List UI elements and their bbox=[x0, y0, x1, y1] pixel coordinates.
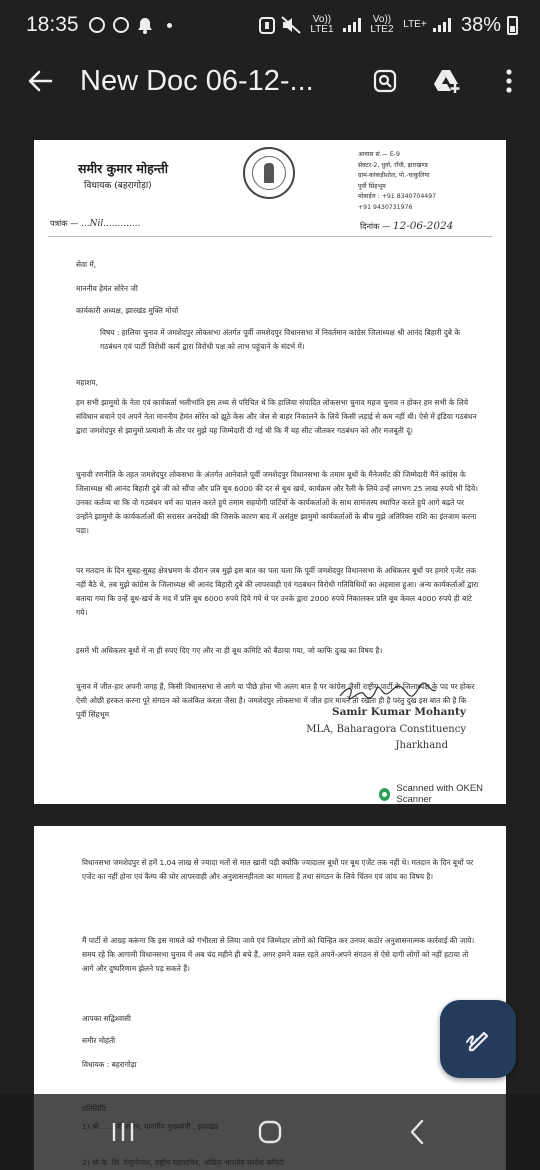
letter-paragraph-4: इसमें भी अधिकतर बूथों में ना ही रुपए दिए गए और ना ही बूथ कमिटि को बैठाया गया, जो काफि दुःख का विषय है। bbox=[76, 646, 383, 655]
recents-button[interactable] bbox=[93, 1102, 153, 1162]
closing-line: आपका सद्विश्वासी bbox=[82, 1014, 131, 1023]
date-label: दिनांक — bbox=[360, 221, 391, 231]
letter-greeting: महाशय, bbox=[76, 378, 98, 387]
notification-bell-icon bbox=[137, 17, 153, 34]
signal-bars-1-icon bbox=[343, 18, 361, 32]
letter-paragraph-1: हम सभी झामुमो के नेता एवं कार्यकर्ता भलीभांति इस तथ्य से परिचित थे कि हालिया संपादित लोकसभा चुनाव महज चुनाव न होकर हम सभी के लिये संविधान बचाने एवं अपने नेता माननीय हेमंत सोरेन को झूठे केस और जेल से बाहर निकालने के लिये किसी लड़ाई से कम नहीं थी। ऐसे में इंडिया गठबंधन द्वारा जमशेदपुर से झामुमो प्रत्याशी के तौर पर मुझे यह जिम्मेदारी दी गई थी कि मैं यह सीट जीतकर गठबंधन को और मजबूती दूं। bbox=[76, 398, 477, 435]
document-title: New Doc 06-12-... bbox=[80, 64, 314, 97]
date-value: 12-06-2024 bbox=[392, 220, 454, 232]
letter-paragraph-5: चुनाव में जीत-हार अपनी जगह हैं, किसी विधानसभा से आगे या पीछे होना भी अलग बात है पर कांग्रेस जैसी राष्ट्रीय पार्टी के जिलाध्यक्ष के पद पर होकर ऐसी ओछी हरकत करना पूरे संगठन को कलंकित करता जैसा है। जमशेदपुर लोकसभा में जीत हार मायने तो रखता ही है परंतु दुख इस बात की है कि पूर्वी सिंहभूम bbox=[76, 682, 475, 719]
battery-percent: 38% bbox=[460, 13, 501, 36]
status-bar bbox=[0, 0, 540, 50]
letterhead-name: समीर कुमार मोहन्ती bbox=[78, 161, 168, 176]
reference-value: ...Nil............. bbox=[80, 219, 141, 229]
chrome-icon bbox=[113, 17, 129, 33]
status-notification-icons bbox=[89, 17, 172, 34]
back-button[interactable] bbox=[0, 50, 80, 112]
edit-fab-button[interactable] bbox=[440, 1000, 516, 1078]
more-dot-icon bbox=[167, 23, 172, 28]
back-icon bbox=[409, 1119, 425, 1145]
address-line: पूर्वी सिंहभूम bbox=[358, 182, 386, 190]
letter-subject: विषय : हालिया चुनाव में जमशेदपुर लोकसभा अंतर्गत पूर्वी जमशेदपुर विधानसभा में निवर्तमान कांग्रेस जिलाध्यक्ष श्री आनंद बिहारी दुबे के गठबंधन एवं पार्टी विरोधी कार्य द्वारा विरोधी पक्ष को लाभ पहुंचाने के संदर्भ में। bbox=[100, 328, 461, 351]
letter-paragraph-2: चुनावी रणनीति के तहत जमशेदपुर लोकसभा के अंतर्गत आनेवाले पूर्वी जमशेदपुर विधानसभा के तमाम बूथों के मैनेजमेंट की जिम्मेदारी मैंने कांग्रेस के जिलाध्यक्ष श्री आनंद बिहारी दुबे जी को सौंपा और प्रति बूथ 6000 की दर से बूथ खर्च, कार्यक्रम और रैली के लिये उन्हें लगभग 25 लाख रुपये भी दिये। उनका कर्तव्य था कि वो गठबंधन धर्म का पालन करते हुये तमाम सहयोगी पार्टियों के कार्यकर्ताओं के साथ सामंजस्य स्थापित करते हुये आगे बढ़ते पर उन्होंने झामुमो के कार्यकर्ताओं की सरासर अनदेखी की जिसके कारण बाद में असंतुष्ट झामुमो कार्यकर्ताओं के बीच मुझे अतिरिक्त राशि का इंतजाम करना पड़ा। bbox=[76, 470, 478, 535]
scanner-watermark-label: Scanned with OKEN Scanner bbox=[396, 783, 484, 804]
scanner-watermark bbox=[379, 783, 506, 804]
handwritten-signature bbox=[338, 682, 448, 704]
closing-name: समीर मोहंती bbox=[82, 1036, 116, 1045]
home-button[interactable] bbox=[240, 1102, 300, 1162]
salutation-to: सेवा में, bbox=[76, 260, 97, 269]
status-time: 18:35 bbox=[26, 13, 79, 36]
address-line: सेक्टर-2, धुर्वा, राँची, झारखण्ड bbox=[358, 161, 428, 169]
lte2-label: Vo)) LTE2 bbox=[370, 14, 394, 35]
signatory-role: MLA, Baharagora Constituency bbox=[306, 724, 466, 735]
lens-search-button[interactable] bbox=[354, 50, 416, 112]
page2-paragraph-1: विधानसभा जमशेदपुर से हमें 1.04 लाख से ज्यादा मतों से मात खानी पड़ी क्योंकि ज्यादातर बूथों पर बूथ एजेंट तक नहीं थे। मतदान के दिन बूथों पर एजेंट का नहीं होना एवं कैम्प की घोर लापरवाही और अनुशासनहीनता का मामला है तथा संगठन के लिये चिंतन एवं जांच का विषय है। bbox=[82, 858, 474, 881]
signatory-name: Samir Kumar Mohanty bbox=[332, 706, 466, 718]
oken-scanner-icon bbox=[379, 788, 390, 801]
document-page-1 bbox=[34, 140, 506, 804]
page2-paragraph-2: मैं पार्टी से आग्रह करूंगा कि इस मामले को गंभीरता से लिया जाये एवं जिम्मेदार लोगों को चिन्हित कर उनपर कठोर अनुशासनात्मक कार्रवाई की जाये। समय रहे कि आगामी विधानसभा चुनाव में अब चंद महीने ही बचे हैं, अगर हमने वक्त रहते अपने-अपने संगठन से ऐसे दागी लोगों को नहीं हटाया तो आगे और दुष्परिणाम झेलने पड़ सकते हैं। bbox=[82, 936, 475, 973]
signatory-state: Jharkhand bbox=[395, 740, 448, 751]
header-divider bbox=[48, 236, 492, 237]
mute-icon bbox=[281, 16, 301, 34]
status-right-group bbox=[259, 14, 518, 37]
address-line: ग्राम-कांकड़ीशोल, पो.-चाकुलिया bbox=[358, 172, 430, 180]
battery-icon bbox=[507, 16, 518, 35]
system-navigation-bar bbox=[0, 1094, 540, 1170]
drive-add-icon bbox=[433, 68, 461, 94]
reference-label: पत्रांक — bbox=[50, 218, 79, 228]
lte1-label: Vo)) LTE1 bbox=[310, 14, 334, 35]
address-line: आवास सं.— E-9 bbox=[358, 151, 400, 158]
edit-pen-icon bbox=[464, 1025, 492, 1053]
address-line: मोबाईल : +91 8340704497 bbox=[358, 193, 437, 201]
signal-bars-2-icon bbox=[433, 18, 451, 32]
whatsapp-icon bbox=[89, 17, 105, 33]
reference-number bbox=[50, 218, 140, 229]
nfc-icon bbox=[259, 16, 275, 34]
back-arrow-icon bbox=[27, 69, 53, 93]
addressee-name: माननीय हेमंत सोरेन जी bbox=[76, 284, 138, 293]
more-vertical-icon bbox=[505, 69, 513, 93]
letter-date bbox=[360, 220, 453, 232]
app-bar bbox=[0, 50, 540, 112]
addressee-title: कार्यकारी अध्यक्ष, झारखंड मुक्ति मोर्चा bbox=[76, 306, 179, 315]
address-line: +91 9430731976 bbox=[358, 203, 413, 211]
recents-icon bbox=[111, 1121, 135, 1143]
closing-role: विधायक : बहरागोड़ा bbox=[82, 1060, 137, 1069]
letter-paragraph-3: पर मतदान के दिन सुबह-सुबह क्षेत्रभ्रमण के दौरान जब मुझे इस बात का पता चला कि पूर्वी जमशेदपुर विधानसभा के अधिकतर बूथों पर हमारे एजेंट तक नहीं बैठे थे, तब मुझे कांग्रेस के जिलाध्यक्ष श्री आनंद बिहारी दुबे की लापरवाही एवं गठबंधन विरोधी गतिविधियों का अहसास हुआ। अन्य कार्यकर्ताओं द्वारा बताया गया कि उन्हें बूथ-खर्च के मद में प्रति बूथ 6000 रुपये दिये गये थे पर उनके द्वारा 2000 रुपये निकालकर प्रति बूथ केवल 4000 रुपये ही बांटे गये। bbox=[76, 566, 479, 617]
letterhead-address bbox=[358, 150, 436, 214]
lte-plus-label: LTE+ bbox=[403, 19, 427, 30]
letterhead-role: विधायक (बहरागोड़ा) bbox=[84, 181, 152, 191]
emblem-seal bbox=[243, 147, 295, 199]
home-icon bbox=[257, 1119, 283, 1145]
more-options-button[interactable] bbox=[478, 50, 540, 112]
lens-search-icon bbox=[373, 69, 397, 93]
drive-add-button[interactable] bbox=[416, 50, 478, 112]
nav-back-button[interactable] bbox=[387, 1102, 447, 1162]
